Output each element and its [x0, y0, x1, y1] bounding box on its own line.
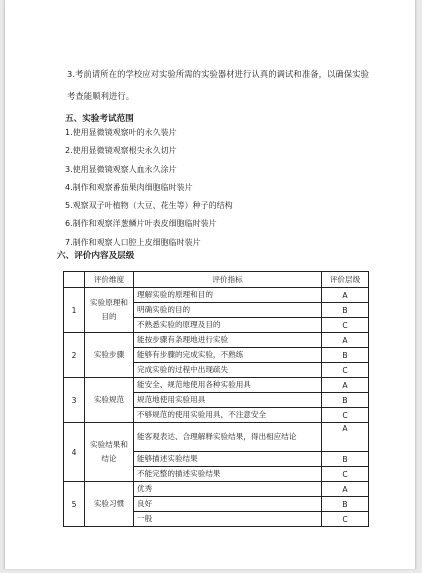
evaluation-table — [63, 271, 369, 527]
group-number: 5 — [64, 482, 85, 527]
group-dimension: 实验规范 — [85, 378, 134, 423]
group-dimension: 实验结果和结论 — [85, 423, 134, 482]
indicator-cell: 良好 — [134, 497, 322, 512]
indicator-cell: 能安全、规范地使用各种实验用具 — [134, 378, 322, 393]
indicator-cell: 不熟悉实验的原理及目的 — [134, 318, 322, 333]
level-cell: C — [322, 318, 369, 333]
group-number: 1 — [64, 288, 85, 333]
group-number: 3 — [64, 378, 85, 423]
intro-line-1: 3.考前请所在的学校应对实验所需的实验器材进行认真的调试和准备，以确保实验 — [67, 69, 370, 79]
indicator-cell: 能按步骤有条理地进行实验 — [134, 333, 322, 348]
list-item: 5.观察双子叶植物（大豆、花生等）种子的结构 — [65, 201, 233, 211]
group-dimension: 实验习惯 — [85, 482, 134, 527]
indicator-cell: 能够描述实验结果 — [134, 452, 322, 467]
table-row — [64, 482, 369, 497]
level-cell: A — [322, 333, 369, 348]
table-header-row — [64, 272, 369, 288]
indicator-cell: 不能完整的描述实验结果 — [134, 467, 322, 482]
level-cell: A — [322, 482, 369, 497]
list-item: 4.制作和观察番茄果肉细胞临时装片 — [65, 182, 193, 192]
table-row — [64, 333, 369, 348]
header-indicator: 评价指标 — [134, 272, 322, 288]
level-cell: B — [322, 303, 369, 318]
list-item: 6.制作和观察洋葱鳞片叶表皮细胞临时装片 — [65, 219, 217, 229]
indicator-cell: 完成实验的过程中出现疏失 — [134, 363, 322, 378]
level-cell: B — [322, 452, 369, 467]
indicator-cell: 优秀 — [134, 482, 322, 497]
table-row — [64, 423, 369, 452]
indicator-cell: 规范地使用实验用具 — [134, 393, 322, 408]
indicator-cell: 能客观表达、合理解释实验结果，得出相应结论 — [134, 423, 322, 452]
document-page — [4, 0, 416, 569]
list-item: 1.使用显微镜观察叶的永久装片 — [65, 128, 177, 137]
group-number: 2 — [64, 333, 85, 378]
level-cell: A — [322, 378, 369, 393]
level-cell: B — [322, 348, 369, 363]
list-item: 3.使用显微镜观察人血永久涂片 — [65, 164, 177, 174]
section-5-title: 五、实验考试范围 — [65, 114, 134, 124]
table-row — [64, 288, 369, 303]
indicator-cell: 能够有步骤的完成实验，不熟练 — [134, 348, 322, 363]
level-cell: A — [322, 423, 369, 452]
intro-line-2: 考查能顺利进行。 — [67, 91, 135, 101]
group-number: 4 — [64, 423, 85, 482]
list-item: 7.制作和观察人口腔上皮细胞临时装片 — [65, 237, 201, 247]
level-cell: B — [322, 497, 369, 512]
exam-scope-list — [65, 125, 233, 253]
indicator-cell: 一般 — [134, 512, 322, 527]
list-item: 2.使用显微镜观察根尖永久切片 — [65, 146, 177, 156]
indicator-cell: 理解实验的原理和目的 — [134, 288, 322, 303]
level-cell: C — [322, 512, 369, 527]
level-cell: C — [322, 467, 369, 482]
header-number — [64, 272, 85, 288]
table-row — [64, 378, 369, 393]
header-level: 评价层级 — [322, 272, 369, 288]
group-dimension: 实验原理和目的 — [85, 288, 134, 333]
group-dimension: 实验步骤 — [85, 333, 134, 378]
level-cell: B — [322, 393, 369, 408]
header-dimension: 评价维度 — [85, 272, 134, 288]
level-cell: A — [322, 288, 369, 303]
indicator-cell: 明确实验的目的 — [134, 303, 322, 318]
indicator-cell: 不够规范的使用实验用具，不注意安全 — [134, 408, 322, 423]
section-6-title: 六、评价内容及层级 — [57, 251, 135, 261]
level-cell: C — [322, 408, 369, 423]
level-cell: C — [322, 363, 369, 378]
